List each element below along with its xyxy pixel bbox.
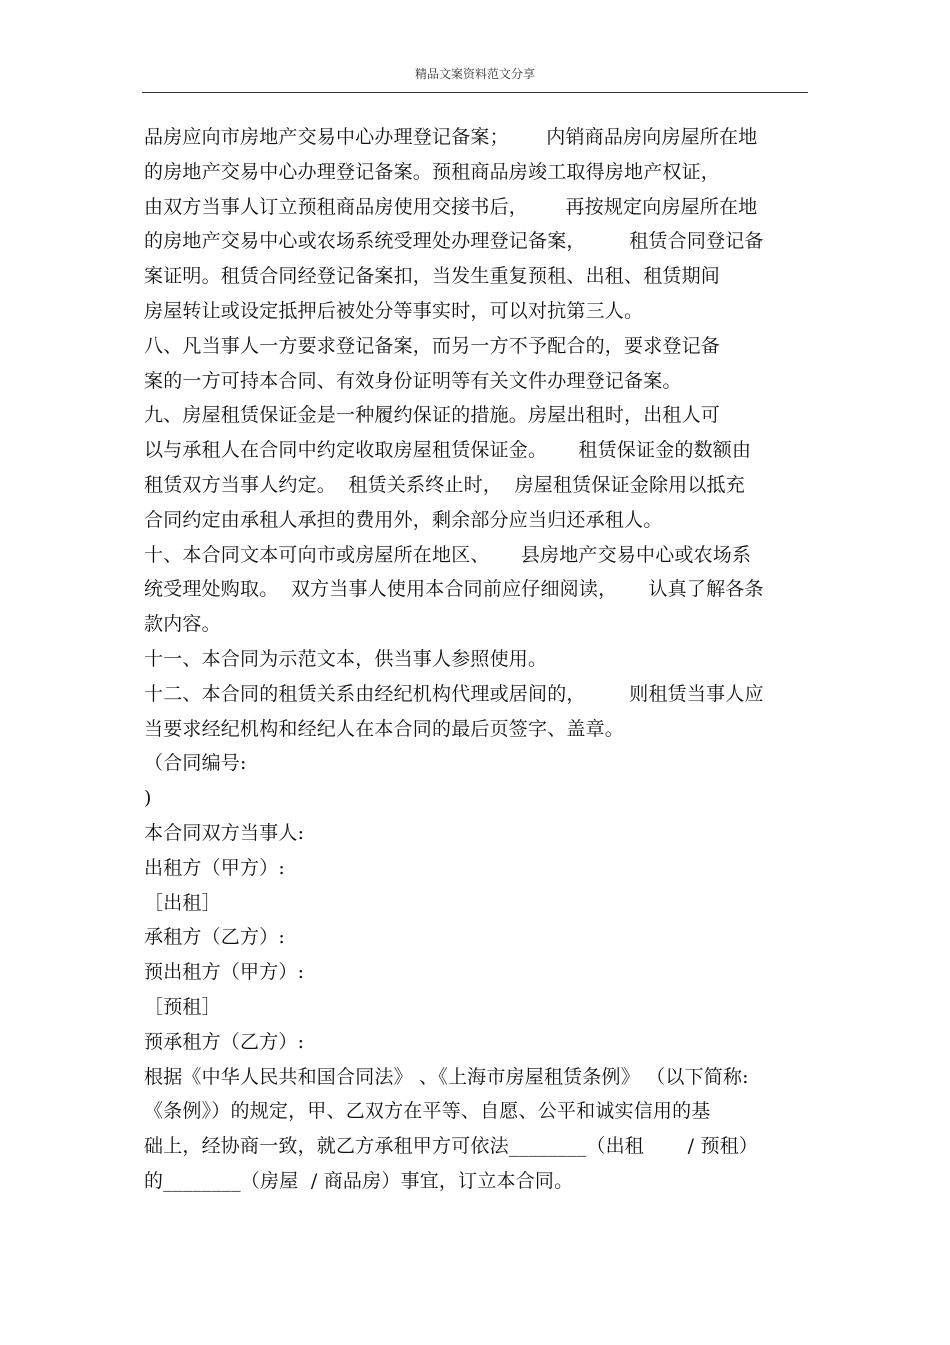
- document-body: [144, 120, 824, 1199]
- lease-type-label: ［出租］: [144, 891, 221, 914]
- text-line: 的房地产交易中心办理登记备案。预租商品房竣工取得房地产权证，: [144, 160, 721, 183]
- text-line: 案证明。租赁合同经登记备案扣，当发生重复预租、出租、租赁期间: [144, 265, 721, 288]
- lessor-label: 出租方（甲方）:: [144, 856, 286, 879]
- text-line: 十、本合同文本可向市或房屋所在地区、 县房地产交易中心或农场系: [144, 543, 752, 566]
- text-line: 础上，经协商一致，就乙方承租甲方可依法________（出租 / 预租）: [144, 1135, 759, 1158]
- lessee-label: 承租方（乙方）:: [144, 926, 286, 949]
- parties-label: 本合同双方当事人:: [144, 821, 305, 844]
- text-line: 统受理处购取。 双方当事人使用本合同前应仔细阅读， 认真了解各条: [144, 578, 764, 601]
- text-line: 款内容。: [144, 613, 221, 636]
- text-line: 房屋转让或设定抵押后被处分等事实时，可以对抗第三人。: [144, 299, 644, 322]
- contract-number-label: （合同编号:: [144, 752, 247, 775]
- text-line: 的房地产交易中心或农场系统受理处办理登记备案， 租赁合同登记备: [144, 230, 764, 253]
- header-title: 精品文案资料范文分享: [414, 67, 535, 81]
- text-line: 十一、本合同为示范文本，供当事人参照使用。: [144, 647, 548, 670]
- text-line: 十二、本合同的租赁关系由经纪机构代理或居间的， 则租赁当事人应: [144, 682, 764, 705]
- text-line: 案的一方可持本合同、有效身份证明等有关文件办理登记备案。: [144, 369, 682, 392]
- text-line: 以与承租人在合同中约定收取房屋租赁保证金。 租赁保证金的数额由: [144, 439, 752, 462]
- text-line: 的________（房屋 / 商品房）事宜，订立本合同。: [144, 1169, 574, 1192]
- text-line: 根据《中华人民共和国合同法》 、《上海市房屋租赁条例》 （以下简称:: [144, 1065, 749, 1088]
- text-line: ): [144, 787, 152, 810]
- text-line: 八、凡当事人一方要求登记备案，而另一方不予配合的，要求登记备: [144, 334, 721, 357]
- page-header: [142, 64, 808, 93]
- text-line: 当要求经纪机构和经纪人在本合同的最后页签字、盖章。: [144, 717, 625, 740]
- text-line: 品房应向市房地产交易中心办理登记备案； 内销商品房向房屋所在地: [144, 126, 758, 148]
- text-line: 由双方当事人订立预租商品房使用交接书后， 再按规定向房屋所在地: [144, 195, 758, 218]
- pre-lessor-label: 预出租方（甲方）:: [144, 961, 305, 984]
- text-line: 《条例》）的规定，甲、乙双方在平等、自愿、公平和诚实信用的基: [144, 1100, 711, 1123]
- text-line: 租赁双方当事人约定。 租赁关系终止时， 房屋租赁保证金除用以抵充: [144, 473, 745, 496]
- text-line: 合同约定由承租人承担的费用外，剩余部分应当归还承租人。: [144, 508, 663, 531]
- pre-lessee-label: 预承租方（乙方）:: [144, 1030, 305, 1053]
- pre-lease-type-label: ［预租］: [144, 995, 221, 1018]
- text-line: 九、房屋租赁保证金是一种履约保证的措施。房屋出租时，出租人可: [144, 404, 721, 427]
